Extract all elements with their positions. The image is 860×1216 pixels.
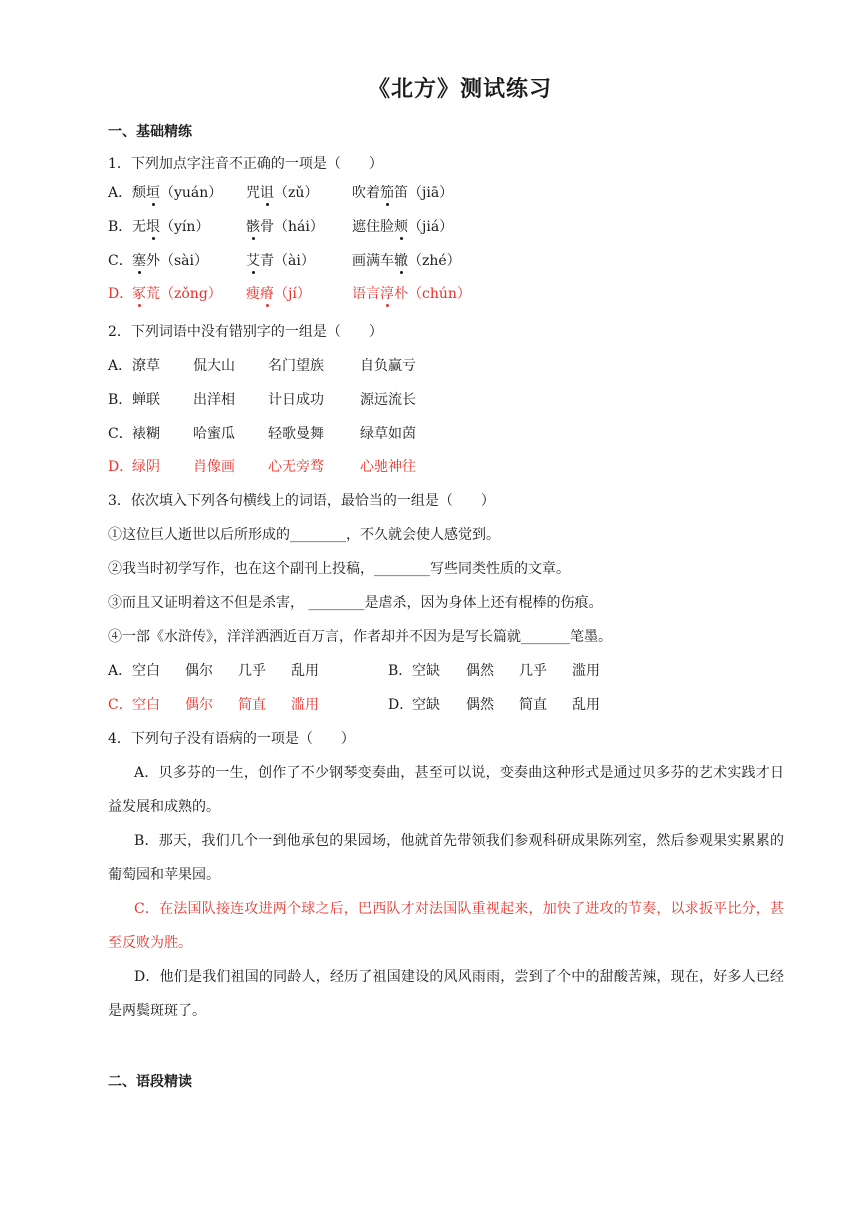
q3-sentence: ①这位巨人逝世以后所形成的________，不久就会使人感觉到。 <box>108 527 500 543</box>
word-item: 潦草 <box>132 358 160 374</box>
option-label: D． <box>108 286 134 302</box>
option-label: D． <box>108 459 134 475</box>
q3-stem: 3．依次填入下列各句横线上的词语，最恰当的一组是（ ） <box>108 493 495 509</box>
q3-sentence: ④一部《水浒传》，洋洋洒洒近百万言，作者却并不因为是写长篇就_______笔墨。 <box>108 629 612 645</box>
word-item: 偶尔 <box>185 663 213 679</box>
word-item: 空白 <box>132 663 160 679</box>
word-item: 几乎 <box>238 663 266 679</box>
option-label: B． <box>108 219 133 235</box>
word-item: 心驰神往 <box>360 459 416 475</box>
option-label: A． <box>108 185 133 201</box>
q4-option-c-answer: C．在法国队接连攻进两个球之后，巴西队才对法国队重视起来，加快了进攻的节奏，以求扳平比分，甚至反败为胜。 <box>108 901 784 951</box>
word-item: 计日成功 <box>268 392 324 408</box>
q3-sentence: ③而且又证明着这不但是杀害， ________是虐杀，因为身体上还有棍棒的伤痕。 <box>108 595 603 611</box>
q3-sentence: ②我当时初学写作，也在这个副刊上投稿，________写些同类性质的文章。 <box>108 561 570 577</box>
word-item: 侃大山 <box>193 358 235 374</box>
section-heading-basic: 一、基础精练 <box>108 124 192 140</box>
word-item: 偶然 <box>466 697 494 713</box>
word-item: 蝉联 <box>132 392 160 408</box>
pinyin-item: 画满车辙（zhé） <box>352 253 461 269</box>
option-label: C． <box>108 426 133 442</box>
q4-stem: 4．下列句子没有语病的一项是（ ） <box>108 731 355 747</box>
word-item: 空缺 <box>412 697 440 713</box>
pinyin-item: 艾青（ài） <box>246 253 315 269</box>
pinyin-item: 语言淳朴（chún） <box>352 286 471 302</box>
q4-option-a: A．贝多芬的一生，创作了不少钢琴变奏曲，甚至可以说，变奏曲这种形式是通过贝多芬的艺术实践才日益发展和成熟的。 <box>108 765 784 815</box>
pinyin-item: 塞外（sài） <box>132 253 209 269</box>
word-item: 肖像画 <box>193 459 235 475</box>
word-item: 空缺 <box>412 663 440 679</box>
option-label: B． <box>108 392 133 408</box>
word-item: 乱用 <box>291 663 319 679</box>
word-item: 裱糊 <box>132 426 160 442</box>
word-item: 乱用 <box>572 697 600 713</box>
word-item: 空白 <box>132 697 160 713</box>
word-item: 出洋相 <box>193 392 235 408</box>
q1-stem: 1．下列加点字注音不正确的一项是（ ） <box>108 156 383 172</box>
word-item: 绿阴 <box>132 459 160 475</box>
q4-option-b: B．那天，我们几个一到他承包的果园场，他就首先带领我们参观科研成果陈列室，然后参观果实累累的葡萄园和苹果园。 <box>108 833 784 883</box>
option-label: A． <box>108 358 133 374</box>
option-label: A． <box>108 663 133 679</box>
word-item: 滥用 <box>291 697 319 713</box>
pinyin-item: 吹着笳笛（jiā） <box>352 185 454 201</box>
option-label: B． <box>388 663 413 679</box>
word-item: 绿草如茵 <box>360 426 416 442</box>
section-heading-reading: 二、语段精读 <box>108 1074 192 1090</box>
pinyin-item: 颓垣（yuán） <box>132 185 223 201</box>
word-item: 轻歌曼舞 <box>268 426 324 442</box>
pinyin-item: 遮住脸颊（jiá） <box>352 219 454 235</box>
word-item: 简直 <box>238 697 266 713</box>
option-label: C． <box>108 253 133 269</box>
pinyin-item: 瘦瘠（jí） <box>246 286 311 302</box>
pinyin-item: 骸骨（hái） <box>246 219 324 235</box>
pinyin-item: 无垠（yín） <box>132 219 210 235</box>
word-item: 简直 <box>519 697 547 713</box>
word-item: 几乎 <box>519 663 547 679</box>
word-item: 自负赢亏 <box>360 358 416 374</box>
q2-stem: 2．下列词语中没有错别字的一组是（ ） <box>108 324 383 340</box>
pinyin-item: 冢荒（zǒng） <box>132 286 222 302</box>
option-label: D． <box>388 697 414 713</box>
word-item: 哈蜜瓜 <box>193 426 235 442</box>
pinyin-item: 咒诅（zǔ） <box>246 185 319 201</box>
word-item: 源远流长 <box>360 392 416 408</box>
option-label: C． <box>108 697 133 713</box>
q4-option-d: D．他们是我们祖国的同龄人，经历了祖国建设的风风雨雨，尝到了个中的甜酸苦辣，现在，好多人已经是两鬓斑斑了。 <box>108 969 784 1019</box>
word-item: 名门望族 <box>268 358 324 374</box>
page-title: 《北方》测试练习 <box>367 77 552 102</box>
word-item: 偶然 <box>466 663 494 679</box>
word-item: 心无旁骛 <box>268 459 324 475</box>
word-item: 滥用 <box>572 663 600 679</box>
word-item: 偶尔 <box>185 697 213 713</box>
